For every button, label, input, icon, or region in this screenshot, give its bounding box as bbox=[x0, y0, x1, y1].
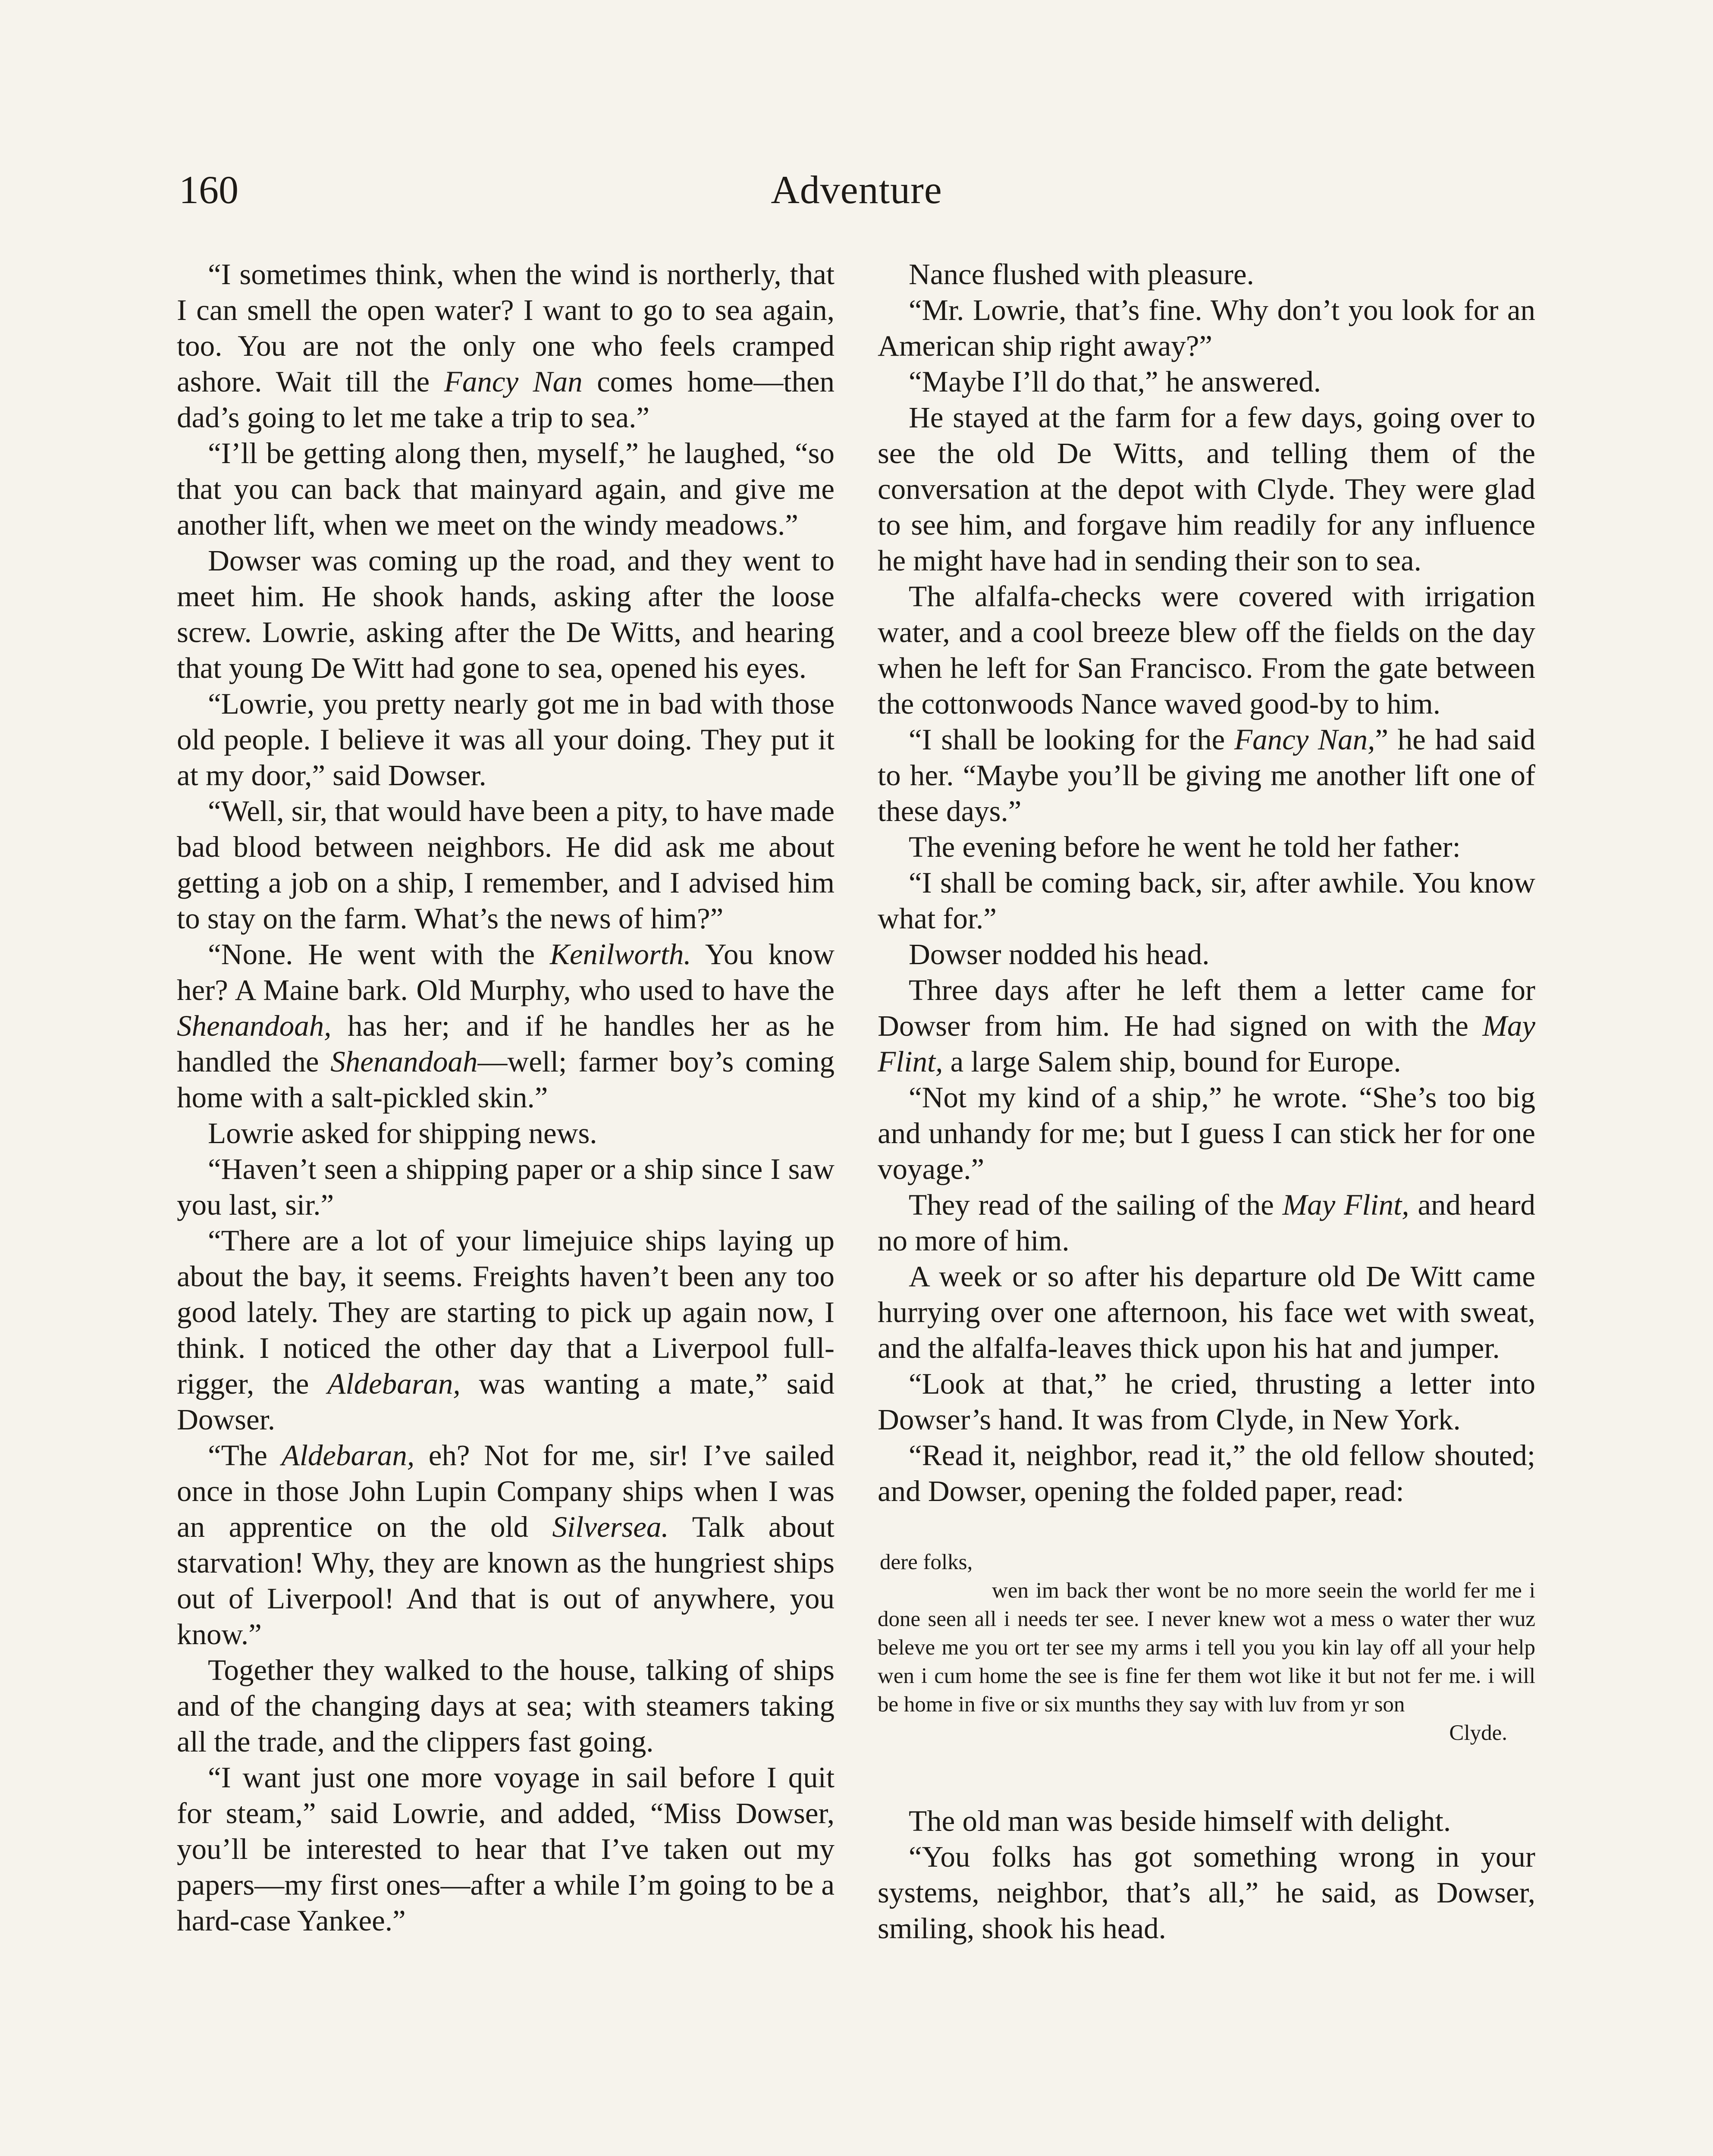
paragraph: The old man was beside himself with delight. bbox=[909, 1805, 1451, 1837]
page-number: 160 bbox=[179, 168, 238, 212]
paragraph: “Look at that,” he cried, thrusting a letter into Dowser’s hand. It was from Clyde, in New York. bbox=[878, 1367, 1535, 1436]
paragraph: “Not my kind of a ship,” he wrote. “She’s too big and unhandy for me; but I guess I can stick her for one voyage.” bbox=[878, 1081, 1535, 1185]
paragraph: “Lowrie, you pretty nearly got me in bad with those old people. I believe it was all your doing. They put it at my door,” said Dowser. bbox=[177, 687, 835, 792]
paragraph: “Haven’t seen a shipping paper or a ship since I saw you last, sir.” bbox=[177, 1153, 835, 1221]
paragraph: “Read it, neighbor, read it,” the old fellow shouted; and Dowser, opening the folded paper, read: bbox=[878, 1439, 1535, 1507]
paragraph: The alfalfa-checks were covered with irrigation water, and a cool breeze blew off the fields on the day when he left for San Francisco. From the gate between the cottonwoods Nance waved good-by to him. bbox=[878, 580, 1535, 720]
right-column bbox=[878, 257, 1535, 1946]
paragraph: Together they walked to the house, talking of ships and of the changing days at sea; with steamers taking all the trade, and the clippers fast going. bbox=[177, 1654, 835, 1758]
paragraph: “None. He went with the Kenilworth. You know her? A Maine bark. Old Murphy, who used to have the Shenandoah, has her; and if he handles her as he handled the Shenandoah—well; farmer boy’s coming home with a salt-pickled skin.” bbox=[177, 938, 835, 1114]
paragraph: Lowrie asked for shipping news. bbox=[208, 1117, 597, 1150]
letter-body-text: the world fer me i done seen all i needs ter see. I never knew wot a mess o water ther wuz beleve me you ort ter see my arms i tell you you kin lay off all your help wen i cum home the see is fine fer them wot like it but not fer me. i will be home in five or six munths they say with luv from yr son bbox=[878, 1579, 1535, 1717]
paragraph: Dowser was coming up the road, and they went to meet him. He shook hands, asking after the loose screw. Lowrie, asking after the De Witts, and hearing that young De Witt had gone to sea, opened his eyes. bbox=[177, 544, 835, 684]
running-head bbox=[179, 164, 1534, 216]
paragraph: Nance flushed with pleasure. bbox=[909, 258, 1254, 291]
letter-salutation: dere folks, bbox=[880, 1550, 973, 1574]
paragraph: “There are a lot of your limejuice ships laying up about the bay, it seems. Freights haven’t been any too good lately. They are starting to pick up again now, I think. I noticed the other day that a Liverpool full-rigger, the Aldebaran, was wanting a mate,” said Dowser. bbox=[177, 1224, 835, 1436]
left-column bbox=[177, 257, 835, 1939]
paragraph: A week or so after his departure old De Witt came hurrying over one afternoon, his face wet with sweat, and the alfalfa-leaves thick upon his hat and jumper. bbox=[878, 1260, 1535, 1364]
letter-signature: Clyde. bbox=[1449, 1721, 1507, 1745]
right-column-top bbox=[878, 257, 1535, 1509]
paragraph: “Well, sir, that would have been a pity, to have made bad blood between neighbors. He did ask me about getting a job on a ship, I remember, and I advised him to stay on the farm. What’s the news of him?” bbox=[177, 795, 835, 935]
paragraph: “The Aldebaran, eh? Not for me, sir! I’ve sailed once in those John Lupin Company ships when I was an apprentice on the old Silversea. Talk about starvation! Why, they are known as the hungriest ships out of Liverpool! And that is out of anywhere, you know.” bbox=[177, 1439, 835, 1651]
paragraph: Three days after he left them a letter came for Dowser from him. He had signed on with the May Flint, a large Salem ship, bound for Europe. bbox=[878, 974, 1535, 1078]
paragraph: “I shall be coming back, sir, after awhile. You know what for.” bbox=[878, 866, 1535, 935]
right-column-bottom bbox=[878, 1803, 1535, 1946]
letter-excerpt bbox=[878, 1548, 1535, 1747]
paragraph: They read of the sailing of the May Flint, and heard no more of him. bbox=[878, 1188, 1536, 1257]
paragraph: “I’ll be getting along then, myself,” he laughed, “so that you can back that mainyard again, and give me another lift, when we meet on the windy meadows.” bbox=[177, 437, 835, 541]
running-title: Adventure bbox=[771, 168, 942, 212]
letter-body bbox=[878, 1576, 1535, 1719]
paragraph: “You folks has got something wrong in your systems, neighbor, that’s all,” he said, as Dowser, smiling, shook his head. bbox=[878, 1840, 1535, 1945]
paragraph: “Maybe I’ll do that,” he answered. bbox=[909, 365, 1321, 398]
letter-first-line: wen im back ther wont be no more seein bbox=[992, 1579, 1363, 1603]
paragraph: “Mr. Lowrie, that’s fine. Why don’t you look for an American ship right away?” bbox=[878, 294, 1535, 362]
paragraph: “I want just one more voyage in sail before I quit for steam,” said Lowrie, and added, “Miss Dowser, you’ll be interested to hear that I’ve taken out my papers—my first ones—after a while I’m going to be a hard-case Yankee.” bbox=[177, 1761, 835, 1937]
paragraph: The evening before he went he told her father: bbox=[909, 830, 1461, 863]
paragraph: “I shall be looking for the Fancy Nan,” he had said to her. “Maybe you’ll be giving me another lift one of these days.” bbox=[878, 723, 1535, 827]
paragraph: He stayed at the farm for a few days, going over to see the old De Witts, and telling them of the conversation at the depot with Clyde. They were glad to see him, and forgave him readily for any influence he might have had in sending their son to sea. bbox=[878, 401, 1535, 577]
paragraph: “I sometimes think, when the wind is northerly, that I can smell the open water? I want to go to sea again, too. You are not the only one who feels cramped ashore. Wait till the Fancy Nan comes home—then dad’s going to let me take a trip to sea.” bbox=[177, 258, 835, 434]
paragraph: Dowser nodded his head. bbox=[909, 938, 1210, 971]
